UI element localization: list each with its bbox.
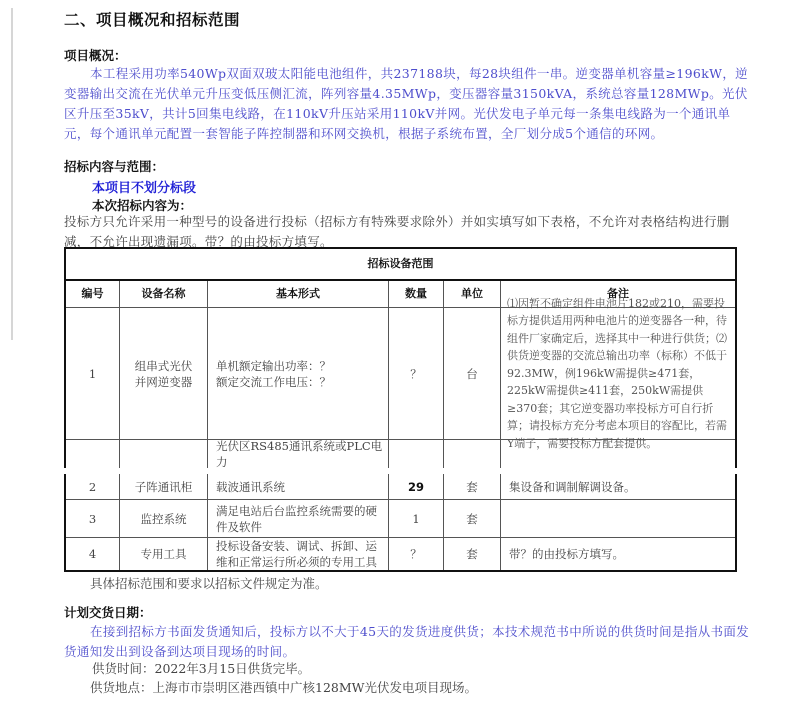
delivery-text: 在接到招标方书面发货通知后，投标方以不大于45天的发货进度供货；本技术规范书中所说的供货时间是指从书面发货通知发出到设备到达项目现场的时间。 (64, 624, 750, 659)
table-row (66, 296, 735, 450)
delivery-heading: 计划交货日期： (64, 605, 152, 620)
header-name: 设备名称 (119, 281, 207, 307)
no-lots-text: 本项目不划分标段 (92, 181, 197, 196)
scope-footer: 具体招标范围和要求以招标文件规定为准。 (90, 576, 328, 591)
row4-form: 投标设备安装、调试、拆卸、运维和正常运行所必须的专用工具 (207, 538, 388, 570)
row1-form-line1: 单机额定输出功率：？ (216, 358, 331, 373)
row2-unit-top (443, 440, 500, 468)
row1-form-line2: 额定交流工作电压：？ (216, 374, 331, 389)
row2-qty: 29 (388, 474, 443, 499)
equipment-table-bottom (64, 474, 737, 572)
row1-note: ⑴因暂不确定组件电池片182或210，需要投标方提供适用两种电池片的逆变器各一种，待组件厂家确定后，选择其中一种进行供货；⑵供货逆变器的交流总输出功率（标称）不低于92.3MW，例196kW需提供≥471套，225kW需提供≥411套，250kW需提供≥370套；其它逆变器功率投标方可自行折算；请投标方充分考虑本项目的容配比，若需Y端子，需要投标方配套提供。 (500, 308, 735, 439)
scope-heading: 招标内容与范围： (64, 159, 165, 174)
row2-qty-top (388, 440, 443, 468)
row3-note (500, 500, 735, 537)
content-heading: 本次招标内容为： (92, 198, 193, 213)
row1-form (207, 308, 388, 439)
header-no: 编号 (81, 287, 104, 300)
row3-qty: 1 (388, 500, 443, 537)
row1-unit: 台 (443, 308, 500, 439)
row4-name: 专用工具 (119, 538, 207, 570)
table-title: 招标设备范围 (367, 257, 434, 270)
margin-rule (11, 8, 13, 340)
row3-form: 满足电站后台监控系统需要的硬件及软件 (207, 500, 388, 537)
row1-name: 组串式光伏并网逆变器 (119, 308, 207, 439)
row4-qty: ？ (388, 538, 443, 570)
row2-form-part2: 载波通讯系统 (207, 474, 388, 499)
header-note: 备注 (500, 281, 735, 307)
section-title: 二、项目概况和招标范围 (64, 11, 241, 29)
delivery-place: 供货地点：上海市市崇明区港西镇中广核128MW光伏发电项目现场。 (90, 680, 478, 695)
row4-no: 4 (88, 547, 97, 561)
row4-unit: 套 (443, 538, 500, 570)
row4-note: 带？的由投标方填写。 (500, 538, 735, 570)
row2-note: 集设备和调制解调设备。 (500, 474, 735, 499)
row2-no-top (66, 440, 119, 468)
row2-note-top (500, 440, 735, 468)
overview-text: 本工程采用功率540Wp双面双玻太阳能电池组件，共237188块，每28块组件一串。逆变器单机容量≥196kW，逆变器输出交流在光伏单元升压变低压侧汇流，阵列容量4.35MWp，变压器容量3150kVA，系统总容量128MWp。光伏区升压至35kV，共计5回集电线路，在110kV升压站采用110kV并网。光伏发电子单元每一条集电线路为一个通讯单元，每个通讯单元配置一套智能子阵控制器和环网交换机，根据子系统布置，全厂划分成5个通信的环网。 (64, 66, 749, 141)
table-row-split-top (66, 440, 735, 468)
row2-name-top (119, 440, 207, 468)
equipment-table-top (64, 247, 737, 468)
header-form: 基本形式 (207, 281, 388, 307)
row1-qty: ？ (388, 308, 443, 439)
row2-name: 子阵通讯柜 (119, 474, 207, 499)
row1-no: 1 (88, 366, 97, 381)
row2-no: 2 (88, 479, 97, 494)
row3-no: 3 (88, 511, 97, 526)
overview-heading: 项目概况： (64, 48, 127, 63)
table-row (66, 500, 735, 538)
table-row (66, 538, 735, 570)
header-qty: 数量 (388, 281, 443, 307)
delivery-time: 供货时间：2022年3月15日供货完毕。 (92, 661, 311, 676)
row2-form-part1: 光伏区RS485通讯系统或PLC电力 (207, 440, 388, 468)
header-unit: 单位 (443, 281, 500, 307)
row2-unit: 套 (443, 474, 500, 499)
instruction-text: 投标方只允许采用一种型号的设备进行投标（招标方有特殊要求除外）并如实填写如下表格，不允许对表格结构进行删减，不允许出现遗漏项。带？的由投标方填写。 (64, 214, 730, 249)
table-title-row (66, 249, 735, 281)
table-row (66, 474, 735, 500)
row3-name: 监控系统 (119, 500, 207, 537)
row3-unit: 套 (443, 500, 500, 537)
